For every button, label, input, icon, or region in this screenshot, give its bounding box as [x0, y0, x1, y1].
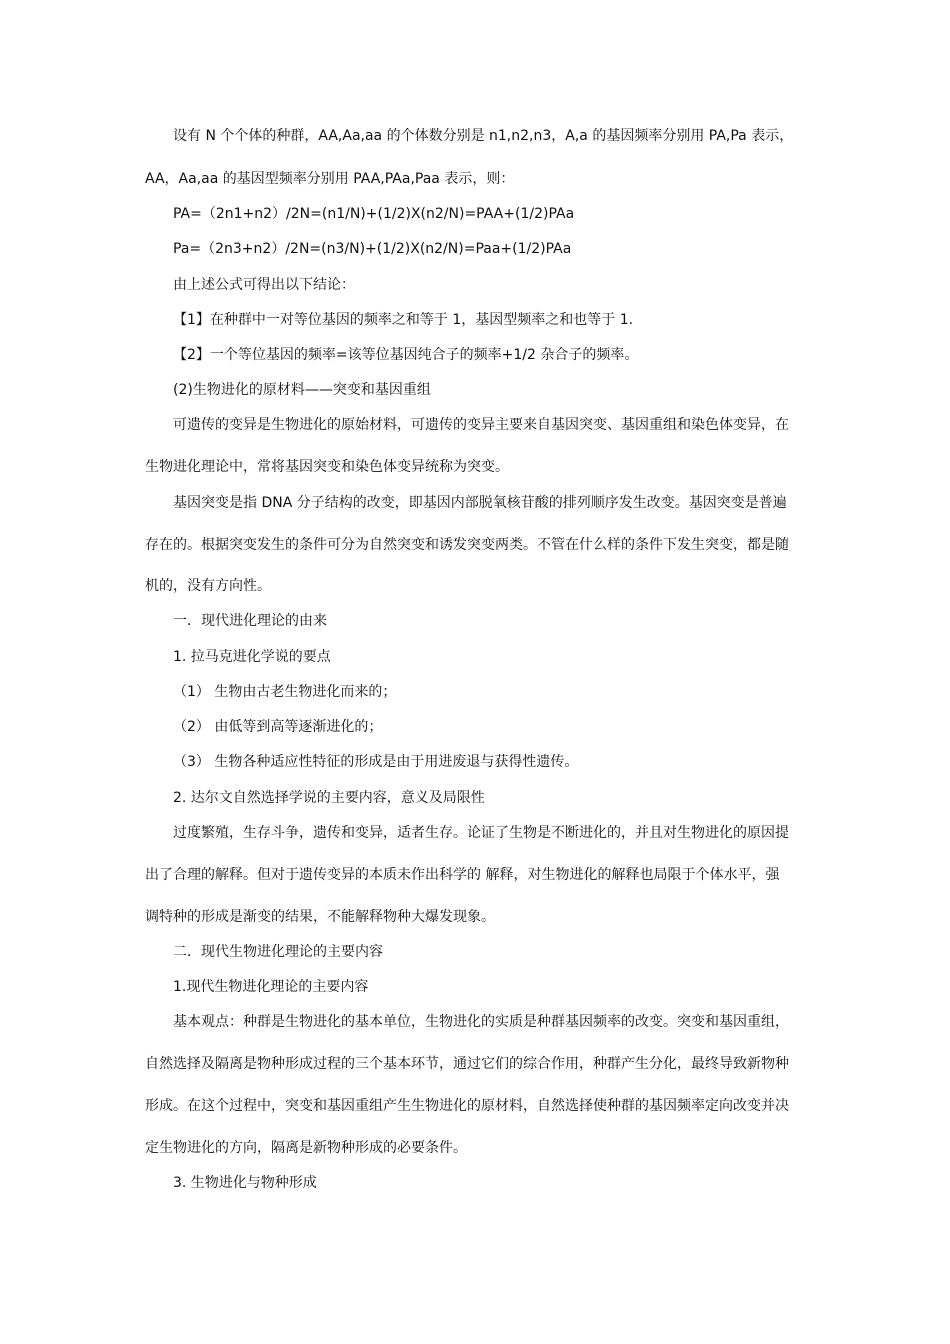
- lamarck-title: 1. 拉马克进化学说的要点: [173, 649, 331, 665]
- paragraph-variation-line-2: 生物进化理论中，常将基因突变和染色体变异统称为突变。: [145, 459, 509, 475]
- conclusion-1: 【1】在种群中一对等位基因的频率之和等于 1，基因型频率之和也等于 1.: [173, 312, 634, 328]
- paragraph-variation-line-1: 可遗传的变异是生物进化的原始材料，可遗传的变异主要来自基因突变、基因重组和染色体变异，在: [173, 417, 789, 433]
- paragraph-mutation-line-1: 基因突变是指 DNA 分子结构的改变，即基因内部脱氧核苷酸的排列顺序发生改变。基因突变是普遍: [173, 495, 787, 511]
- basic-view-line-2: 自然选择及隔离是物种形成过程的三个基本环节，通过它们的综合作用，种群产生分化，最终导致新物种: [145, 1056, 789, 1072]
- conclusion-intro: 由上述公式可得出以下结论：: [173, 277, 355, 293]
- section-heading-2: 二．现代生物进化理论的主要内容: [173, 944, 383, 960]
- paragraph-mutation-line-3: 机的，没有方向性。: [145, 578, 271, 594]
- paragraph-population-line-2: AA，Aa,aa 的基因型频率分别用 PAA,PAa,Paa 表示，则：: [145, 171, 515, 187]
- darwin-line-1: 过度繁殖，生存斗争，遗传和变异，适者生存。论证了生物是不断进化的，并且对生物进化的原因提: [173, 825, 789, 841]
- speciation-title: 3. 生物进化与物种形成: [173, 1175, 317, 1191]
- section-heading-1: 一．现代进化理论的由来: [173, 613, 327, 629]
- modern-theory-title: 1.现代生物进化理论的主要内容: [173, 979, 369, 995]
- conclusion-2: 【2】一个等位基因的频率=该等位基因纯合子的频率+1/2 杂合子的频率。: [173, 347, 639, 363]
- paragraph-mutation-line-2: 存在的。根据突变发生的条件可分为自然突变和诱发突变两类。不管在什么样的条件下发生突变，都是随: [145, 537, 789, 553]
- darwin-title: 2. 达尔文自然选择学说的主要内容，意义及局限性: [173, 790, 485, 806]
- lamarck-point-1: （1） 生物由古老生物进化而来的；: [173, 684, 397, 700]
- paragraph-population-line-1: 设有 N 个个体的种群，AA,Aa,aa 的个体数分别是 n1,n2,n3，A,a 的基因频率分别用 PA,Pa 表示，: [173, 128, 794, 144]
- basic-view-line-3: 形成。在这个过程中，突变和基因重组产生生物进化的原材料，自然选择使种群的基因频率定向改变并决: [145, 1098, 789, 1114]
- darwin-line-2: 出了合理的解释。但对于遗传变异的本质未作出科学的 解释，对生物进化的解释也局限于个体水平，强: [145, 867, 780, 883]
- darwin-line-3: 调特种的形成是渐变的结果，不能解释物种大爆发现象。: [145, 909, 495, 925]
- formula-pa: PA=（2n1+n2）/2N=(n1/N)+(1/2)X(n2/N)=PAA+(1/2)PAa: [173, 206, 575, 222]
- lamarck-point-2: （2） 由低等到高等逐渐进化的；: [173, 719, 383, 735]
- lamarck-point-3: （3） 生物各种适应性特征的形成是由于用进废退与获得性遗传。: [173, 754, 579, 770]
- formula-pa-lower: Pa=（2n3+n2）/2N=(n3/N)+(1/2)X(n2/N)=Paa+(1/2)PAa: [173, 241, 572, 257]
- basic-view-line-4: 定生物进化的方向，隔离是新物种形成的必要条件。: [145, 1140, 467, 1156]
- basic-view-line-1: 基本观点：种群是生物进化的基本单位，生物进化的实质是种群基因频率的改变。突变和基因重组，: [173, 1014, 789, 1030]
- heading-raw-material: (2)生物进化的原材料——突变和基因重组: [173, 382, 431, 398]
